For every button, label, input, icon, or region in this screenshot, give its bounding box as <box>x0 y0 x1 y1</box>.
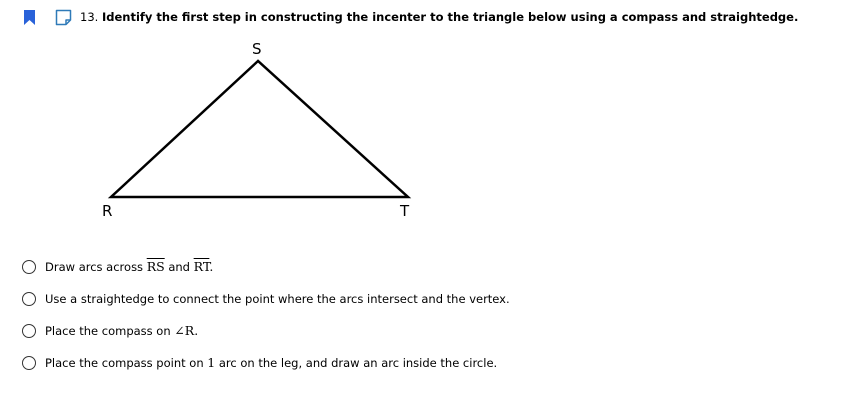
option-text: and <box>164 260 194 274</box>
radio-button[interactable] <box>22 324 36 338</box>
option-text: Place the compass point on <box>45 356 208 370</box>
option-label <box>45 258 213 276</box>
vertex-label-r: R <box>102 202 113 220</box>
option-text: . <box>209 259 214 274</box>
triangle-figure <box>90 36 430 226</box>
option-label <box>45 322 198 340</box>
radio-button[interactable] <box>22 356 36 370</box>
answer-options <box>22 258 510 386</box>
answer-option-2[interactable] <box>22 290 510 322</box>
segment-rt: $\overline{RT}$ <box>193 259 210 274</box>
triangle-rst <box>111 61 408 197</box>
answer-option-1[interactable] <box>22 258 510 290</box>
option-label <box>45 354 497 372</box>
option-text: arc on the leg, and draw an arc inside the circle. <box>215 356 498 370</box>
answer-option-3[interactable] <box>22 322 510 354</box>
number-one: 1 <box>207 355 216 370</box>
radio-button[interactable] <box>22 260 36 274</box>
angle-r: ∠R <box>174 323 195 338</box>
vertex-label-s: S <box>252 40 262 58</box>
option-label: Use a straightedge to connect the point where the arcs intersect and the vertex. <box>45 292 510 306</box>
option-text: Place the compass on <box>45 324 175 338</box>
option-text: Draw arcs across <box>45 260 147 274</box>
radio-button[interactable] <box>22 292 36 306</box>
note-icon[interactable] <box>55 9 72 26</box>
option-text: . <box>194 323 199 338</box>
segment-rs: $\overline{RS}$ <box>146 259 165 274</box>
question-number: 13. <box>80 10 99 24</box>
bookmark-icon[interactable] <box>24 10 35 25</box>
question-prompt: Identify the first step in constructing the incenter to the triangle below using a compass and straightedge. <box>101 10 799 24</box>
vertex-label-t: T <box>400 202 410 220</box>
answer-option-4[interactable] <box>22 354 510 386</box>
question-text <box>80 10 798 25</box>
